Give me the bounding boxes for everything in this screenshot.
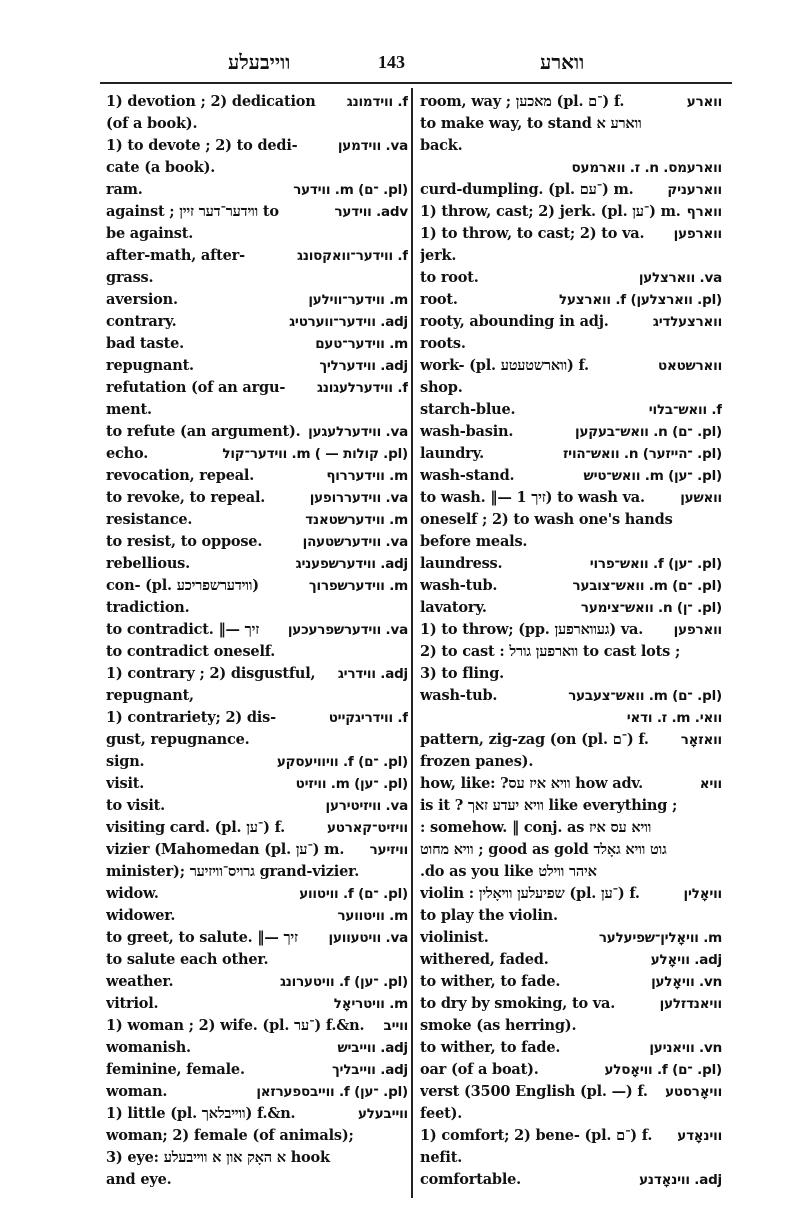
english-text: to salute each other. [106,951,269,968]
dictionary-line [106,465,408,487]
english-text: jerk. [420,247,457,264]
dictionary-line [106,531,408,553]
header-rule [100,82,732,84]
dictionary-line [106,1125,408,1147]
dictionary-line [106,157,408,179]
dictionary-line [420,377,722,399]
dictionary-line [420,1015,722,1037]
dictionary-line [420,1059,722,1081]
english-text: against ; ווידער־דער זיין to [106,203,279,220]
dictionary-line [106,179,408,201]
yiddish-headword: ווארשטאט [657,358,722,374]
dictionary-line [420,641,722,663]
dictionary-line [106,377,408,399]
yiddish-headword: adj. ווייבליך [331,1062,408,1078]
english-text: violinist. [420,929,489,946]
yiddish-headword: m. וויטווער [337,908,408,924]
dictionary-line [106,1059,408,1081]
english-text: con- (pl. ווידערשפריכע) [106,577,259,594]
english-text: 1) woman ; 2) wife. (pl. ־ער) f.&n. [106,1017,365,1034]
english-text: vizier (Mahomedan (pl. ־ען) m. [106,841,345,858]
english-text: 1) contrariety; 2) dis- [106,709,276,726]
yiddish-headword: m. ווידעררוף [326,468,408,484]
dictionary-line [420,1169,722,1191]
dictionary-line [420,575,722,597]
english-text: echo. [106,445,149,462]
dictionary-line [106,1147,408,1169]
english-text: sign. [106,753,145,770]
dictionary-line [420,399,722,421]
yiddish-headword: וויא [699,776,722,792]
dictionary-line [106,575,408,597]
dictionary-line [420,157,722,179]
yiddish-headword: (pl. ־ען) m. וואש־טיש [583,468,722,484]
dictionary-line [420,949,722,971]
english-text: rebellious. [106,555,190,572]
dictionary-line [420,465,722,487]
dictionary-line [106,245,408,267]
english-text: minister); גרויס־וויזיער grand-vizier. [106,863,360,880]
yiddish-headword: f. ווידריגקייט [328,710,408,726]
english-text: grass. [106,269,154,286]
english-text: to contradict. ‖— זיך [106,621,260,638]
english-text: גוט וויא גאָלד good as gold ; וויא מחוט [420,841,667,858]
english-text: after-math, after- [106,247,245,264]
yiddish-headword: adj. ווייביש [337,1040,408,1056]
english-text: feminine, female. [106,1061,245,1078]
english-text: 2) to cast : ווארפען גורל to cast lots ; [420,643,681,660]
dictionary-line [420,1081,722,1103]
dictionary-line [106,553,408,575]
dictionary-line [420,355,722,377]
yiddish-headword: m. ווידערשפרוך [308,578,408,594]
english-text: wash-basin. [420,423,514,440]
dictionary-line [106,663,408,685]
yiddish-headword: וויאָלין [683,886,722,902]
english-text: root. [420,291,458,308]
dictionary-line [106,641,408,663]
english-text: revocation, repeal. [106,467,255,484]
english-text: and eye. [106,1171,172,1188]
dictionary-line [106,685,408,707]
dictionary-line [106,421,408,443]
yiddish-headword: va. וויזיטירען [325,798,408,814]
dictionary-line [106,443,408,465]
yiddish-headword: וויזיט־קארטע [326,820,408,836]
yiddish-headword: (pl. ־ם) m. ווידער [293,182,408,198]
dictionary-line [106,355,408,377]
english-text: וויא עס איז somehow. ‖ conj. as : [420,819,652,836]
english-text: wash-stand. [420,467,515,484]
yiddish-headword: וואשען [680,490,722,506]
yiddish-headword: va. ווידמען [337,138,408,154]
yiddish-headword: m. וויטריאָל [333,996,408,1012]
yiddish-headword: ווארע [686,94,722,110]
english-text: bad taste. [106,335,184,352]
dictionary-line [106,619,408,641]
dictionary-line [106,311,408,333]
dictionary-line [106,597,408,619]
dictionary-line [420,751,722,773]
english-text: to wither, to fade. [420,973,561,990]
dictionary-line [420,883,722,905]
english-text: (of a book). [106,115,198,132]
dictionary-line [420,443,722,465]
english-text: shop. [420,379,463,396]
english-text: laundry. [420,445,484,462]
yiddish-headword: וואי. m. ז. ודאי [626,710,722,726]
left-column [106,91,408,1191]
yiddish-headword: m. ווידערשטאנד [305,512,408,528]
english-text: is it ? וויא יעדע זאך like everything ; [420,797,678,814]
dictionary-line [106,949,408,971]
yiddish-headword: vn. וויאניען [649,1040,722,1056]
english-text: to contradict oneself. [106,643,276,660]
english-text: 1) to throw, to cast; 2) to va. [420,225,645,242]
yiddish-headword: (pl. ־ען) m. וויזיט [295,776,408,792]
yiddish-headword: ווארפען [673,226,722,242]
dictionary-line [420,1103,722,1125]
dictionary-line [420,971,722,993]
english-text: how, like: ?וויא איז עס how adv. [420,775,643,792]
yiddish-headword: ווארעמס. n. ז. ווארמעס [571,160,722,176]
yiddish-headword: (pl. קולות — ) m. ווידער־קול [222,446,408,462]
dictionary-line [106,927,408,949]
dictionary-line [420,1147,722,1169]
yiddish-headword: va. ווידערלעגען [308,424,408,440]
yiddish-headword: va. ווארצלען [638,270,722,286]
dictionary-line [420,773,722,795]
dictionary-line [420,663,722,685]
dictionary-line [420,795,722,817]
english-text: tradiction. [106,599,190,616]
english-text: oneself ; 2) to wash one's hands [420,511,673,528]
yiddish-headword: va. ווידערשפרעכען [287,622,408,638]
english-text: 1) throw, cast; 2) jerk. (pl. ־ען) m. [420,203,681,220]
english-text: roots. [420,335,466,352]
running-head-left: ווייבעלע [228,52,291,74]
english-text: 1) comfort; 2) bene- (pl. ־ם) f. [420,1127,653,1144]
yiddish-headword: adj. ווינאָדנע [639,1172,722,1188]
english-text: pattern, zig-zag (on (pl. ־ם) f. [420,731,649,748]
english-text: to visit. [106,797,165,814]
yiddish-headword: (pl. ־ען) f. ווייבספערזאן [256,1084,408,1100]
yiddish-headword: adv. ווידער [334,204,408,220]
dictionary-line [420,905,722,927]
english-text: resistance. [106,511,193,528]
english-text: vitriol. [106,995,159,1012]
yiddish-headword: adj. ווידער־ווערטיג [289,314,408,330]
dictionary-line [106,883,408,905]
page-number: 143 [378,52,405,72]
yiddish-headword: m. ווידער־ווילען [308,292,408,308]
dictionary-line [106,1015,408,1037]
dictionary-line [420,487,722,509]
yiddish-headword: (pl. ־ם) m. וואש־צובער [572,578,722,594]
dictionary-line [106,487,408,509]
dictionary-line [420,1125,722,1147]
dictionary-line [420,245,722,267]
dictionary-line [106,839,408,861]
dictionary-line [106,795,408,817]
dictionary-line [420,861,722,883]
english-text: violin : שפיעלען וויאָלין (pl. ־ען) f. [420,885,640,902]
dictionary-line [106,201,408,223]
dictionary-line [106,1037,408,1059]
right-column [420,91,722,1191]
yiddish-headword: ווארצעלדיג [652,314,722,330]
english-text: be against. [106,225,194,242]
dictionary-line [420,509,722,531]
english-text: curd-dumpling. (pl. ־עם) m. [420,181,634,198]
dictionary-line [106,1169,408,1191]
english-text: comfortable. [420,1171,522,1188]
yiddish-headword: f. ווידמונג [346,94,408,110]
yiddish-headword: va. ווידעררופען [309,490,408,506]
yiddish-headword: ווארעניק [667,182,722,198]
dictionary-line [106,289,408,311]
english-text: oar (of a boat). [420,1061,539,1078]
yiddish-headword: m. וויאָלין־שפיעלער [598,930,722,946]
english-text: visiting card. (pl. ־ען) f. [106,819,285,836]
english-text: to revoke, to repeal. [106,489,266,506]
english-text: to wash. ‖— זיך 1) to wash va. [420,489,645,506]
dictionary-line [106,817,408,839]
english-text: laundress. [420,555,503,572]
dictionary-line [420,135,722,157]
english-text: room, way ; מאכען (pl. ־ם) f. [420,93,625,110]
yiddish-headword: וואזאָר [680,732,722,748]
english-text: cate (a book). [106,159,216,176]
yiddish-headword: (pl. ־ן) n. וואש־צימער [580,600,722,616]
yiddish-headword: (pl. ווארצלען) f. ווארצעל [559,292,722,308]
dictionary-line [106,729,408,751]
dictionary-line [420,421,722,443]
dictionary-line [106,707,408,729]
yiddish-headword: (pl. ־ען) f. וואש־פרוי [589,556,722,572]
yiddish-headword: f. ווידער־וואקסונג [296,248,408,264]
yiddish-headword: m. ווידער־טעם [315,336,408,352]
english-text: איהר ווילט do as you like. [420,863,597,880]
dictionary-line [420,113,722,135]
yiddish-headword: f. ווידערלעגונג [317,380,408,396]
dictionary-line [420,179,722,201]
dictionary-line [420,333,722,355]
english-text: frozen panes). [420,753,534,770]
dictionary-line [106,113,408,135]
english-text: 1) little (pl. ווייבלאך) f.&n. [106,1105,296,1122]
english-text: aversion. [106,291,178,308]
english-text: 3) to fling. [420,665,504,682]
dictionary-line [420,289,722,311]
dictionary-line [420,839,722,861]
english-text: verst (3500 English (pl. —) f. [420,1083,648,1100]
dictionary-line [420,311,722,333]
yiddish-headword: adj. ווידריג [337,666,408,682]
dictionary-line [106,905,408,927]
english-text: to root. [420,269,479,286]
yiddish-headword: וויאנדזלען [659,996,722,1012]
english-text: repugnant, [106,687,194,704]
english-text: 1) to devote ; 2) to dedi- [106,137,298,154]
dictionary-line [106,1081,408,1103]
dictionary-line [420,685,722,707]
english-text: back. [420,137,463,154]
english-text: to refute (an argument). [106,423,301,440]
english-text: feet). [420,1105,463,1122]
english-text: to wither, to fade. [420,1039,561,1056]
dictionary-line [420,597,722,619]
dictionary-line [420,91,722,113]
dictionary-line [420,201,722,223]
dictionary-line [420,993,722,1015]
yiddish-headword: adj. ווידערשפעניג [295,556,408,572]
dictionary-line [420,223,722,245]
english-text: contrary. [106,313,177,330]
english-text: nefit. [420,1149,463,1166]
yiddish-headword: ווייב [383,1018,408,1034]
yiddish-headword: va. ווידערשטעהן [302,534,408,550]
dictionary-line [106,1103,408,1125]
yiddish-headword: ווינאָדע [677,1128,722,1144]
english-text: visit. [106,775,145,792]
dictionary-line [420,531,722,553]
dictionary-line [106,971,408,993]
dictionary-line [106,993,408,1015]
english-text: withered, faded. [420,951,549,968]
dictionary-line [106,135,408,157]
english-text: repugnant. [106,357,194,374]
yiddish-headword: (pl. ־ם) n. וואש־בעקען [575,424,722,440]
english-text: to dry by smoking, to va. [420,995,616,1012]
yiddish-headword: (pl. ־ען) f. וויטערונג [279,974,408,990]
dictionary-line [420,553,722,575]
english-text: wash-tub. [420,577,498,594]
english-text: wash-tub. [420,687,498,704]
english-text: to play the violin. [420,907,558,924]
english-text: widow. [106,885,159,902]
dictionary-line [106,91,408,113]
yiddish-headword: f. וואש־בלוי [648,402,722,418]
yiddish-headword: ווארפען [673,622,722,638]
english-text: weather. [106,973,174,990]
english-text: 1) devotion ; 2) dedication [106,93,316,110]
english-text: gust, repugnance. [106,731,250,748]
english-text: 1) to throw; (pp. געווארפען) va. [420,621,644,638]
dictionary-line [420,707,722,729]
dictionary-line [106,751,408,773]
english-text: rooty, abounding in adj. [420,313,609,330]
yiddish-headword: (pl. ־ם) f. וויוויעסקע [276,754,408,770]
english-text: ram. [106,181,143,198]
dictionary-line [106,223,408,245]
yiddish-headword: adj. וויאָלע [650,952,722,968]
yiddish-headword: ווארף [686,204,722,220]
english-text: woman; 2) female (of animals); [106,1127,354,1144]
dictionary-line [106,773,408,795]
english-text: lavatory. [420,599,487,616]
yiddish-headword: (pl. ־הייזער) n. וואש־הויז [562,446,722,462]
yiddish-headword: וויזיער [369,842,408,858]
dictionary-line [420,267,722,289]
yiddish-headword: (pl. ־ם) f. וויטווע [299,886,408,902]
english-text: to resist, to oppose. [106,533,263,550]
dictionary-line [420,619,722,641]
dictionary-line [106,267,408,289]
dictionary-line [106,861,408,883]
yiddish-headword: (pl. ־ם) f. וויאָסלע [604,1062,722,1078]
dictionary-line [420,817,722,839]
running-head-right: ווארע [540,52,585,74]
english-text: ment. [106,401,152,418]
english-text: refutation (of an argu- [106,379,286,396]
yiddish-headword: ווייבעלע [357,1106,408,1122]
yiddish-headword: (pl. ־ם) m. וואש־צעבער [568,688,722,704]
dictionary-line [420,1037,722,1059]
dictionary-line [106,333,408,355]
english-text: work- (pl. ווארשטעטע) f. [420,357,589,374]
english-text: before meals. [420,533,528,550]
english-text: widower. [106,907,176,924]
english-text: to greet, to salute. ‖— זיך [106,929,298,946]
yiddish-headword: va. וויטעווען [328,930,408,946]
english-text: 3) eye: א האָק און א ווייבעלע hook [106,1149,330,1166]
yiddish-headword: vn. וויאָלען [651,974,722,990]
english-text: smoke (as herring). [420,1017,577,1034]
dictionary-line [420,927,722,949]
english-text: womanish. [106,1039,191,1056]
dictionary-line [106,509,408,531]
yiddish-headword: adj. ווידערליך [319,358,408,374]
english-text: ווארע א to make way, to stand [420,115,642,132]
dictionary-line [106,399,408,421]
english-text: starch-blue. [420,401,516,418]
column-divider [411,88,413,1198]
english-text: woman. [106,1083,168,1100]
yiddish-headword: וויאָרסטע [665,1084,722,1100]
english-text: 1) contrary ; 2) disgustful, [106,665,316,682]
dictionary-line [420,729,722,751]
